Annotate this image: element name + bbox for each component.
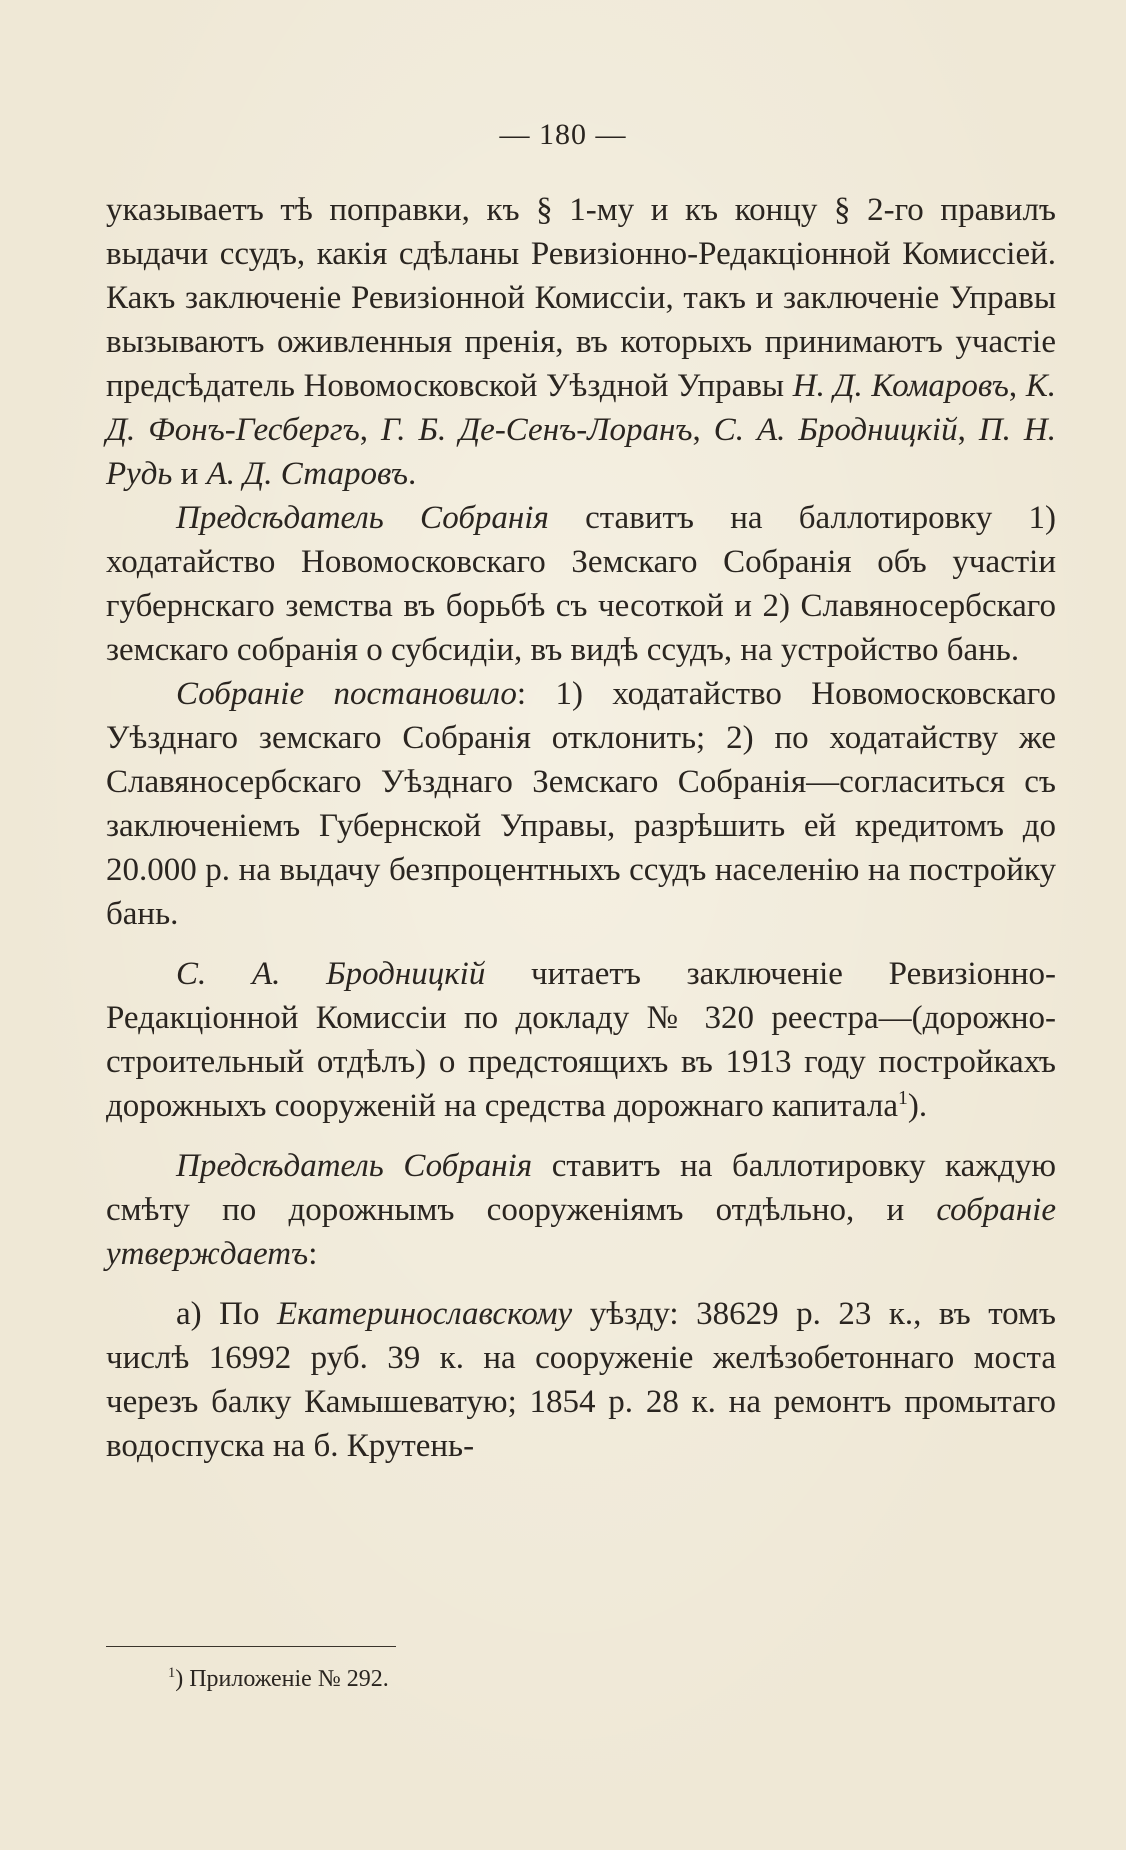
speaker-name: С. А. Бродницкій — [176, 956, 486, 992]
footnote-mark: 1 — [168, 1665, 176, 1681]
footnote-divider — [106, 1646, 396, 1647]
speaker-name: Г. Б. Де-Сенъ-Лоранъ — [380, 412, 693, 448]
paragraph-text: : 1) ходатайство Новомосковскаго Уѣзднаго земскаго Собранія отклонить; 2) по ходатайству же Славяносербскаго Уѣзднаго Земскаго Собранія—согласиться съ заключеніемъ Губернской Управы, разрѣшить ей кредитомъ до 20.000 р. на выдачу безпроцентныхъ ссудъ населенію на постройку бань. — [106, 676, 1056, 932]
paragraph-ballot-petitions — [106, 496, 1056, 672]
paragraph-tail: ). — [907, 1088, 928, 1124]
paragraph-resolution — [106, 672, 1056, 936]
footnote-text: ) Приложеніе № 292. — [175, 1666, 389, 1692]
paragraph-district-estimate — [106, 1292, 1056, 1468]
speaker-name: Н. Д. Комаровъ — [792, 368, 1009, 404]
item-prefix: а) По — [176, 1296, 277, 1332]
paragraph-tail: : — [308, 1236, 318, 1272]
page-number: — 180 — — [499, 118, 627, 151]
paragraph-debate: указываетъ тѣ поправки, къ § 1-му и къ концу § 2-го правилъ выдачи ссудъ, какія сдѣланы Ревизіонно-Редакціонной Комиссіей. Какъ заключеніе Ревизіонной Комиссіи, такъ и заключеніе Управы вызываютъ оживленныя пренія, въ которыхъ принимаютъ участіе предсѣдатель Новомосковской Уѣздной Управы Н. Д. Комаровъ, К. Д. Фонъ-Гесбергъ, Г. Б. Де-Сенъ-Лоранъ, С. А. Бродницкій, П. Н. Рудь и А. Д. Старовъ. — [106, 192, 1057, 492]
footnote-ref: 1 — [897, 1087, 908, 1109]
speaker-name: П. Н. Рудь — [106, 412, 1056, 492]
paragraph-text: указываетъ тѣ поправки, къ § 1-му и къ концу § 2-го правилъ выдачи ссудъ, какія сдѣланы Ревизіонно-Редакціонной Комиссіей. Какъ заключеніе Ревизіонной Комиссіи, такъ и заключеніе Управы вызываютъ оживленныя пренія, въ которыхъ принимаютъ участіе предсѣдатель Новомосковской Уѣздной Управы — [106, 192, 1056, 404]
paragraph-text: читаетъ заключеніе Ревизіонно-Редакціонной Комиссіи по докладу № 320 реестра—(дорожно-строительный отдѣлъ) о предстоящихъ въ 1913 году постройкахъ дорожныхъ сооруженій на средства дорожнаго капитала — [106, 956, 1056, 1124]
paragraph-text: уѣзду: 38629 р. 23 к., въ томъ числѣ 16992 руб. 39 к. на сооруженіе желѣзобетоннаго моста черезъ балку Камышеватую; 1854 р. 28 к. на ремонтъ промытаго водоспуска на б. Крутень- — [106, 1296, 1056, 1464]
result-label: собраніе утверждаетъ — [106, 1192, 1056, 1272]
district-name: Екатеринославскому — [276, 1296, 573, 1332]
body-text — [106, 188, 1056, 1468]
chairman-label: Предсѣдатель Собранія — [176, 500, 549, 536]
footnote — [168, 1664, 389, 1694]
paragraph-text: ставитъ на баллотировку 1) ходатайство Новомосковскаго Земскаго Собранія объ участіи губернскаго земства въ борьбѣ съ чесоткой и 2) Славяносербскаго земскаго собранія о субсидіи, въ видѣ ссудъ, на устройство бань. — [106, 500, 1056, 668]
speaker-name: К. Д. Фонъ-Гесбергъ — [106, 368, 1057, 448]
speaker-name: С. А. Бродницкій — [713, 412, 958, 448]
paragraph-report — [106, 952, 1056, 1128]
paragraph-ballot-estimates — [106, 1144, 1056, 1276]
paragraph-text: ставитъ на баллотировку каждую смѣту по дорожнымъ сооруженіямъ отдѣльно, и — [106, 1148, 1056, 1228]
speaker-name: А. Д. Старовъ — [206, 456, 408, 492]
conjunction: и — [180, 456, 199, 492]
chairman-label: Предсѣдатель Собранія — [176, 1148, 533, 1184]
resolution-label: Собраніе постановило — [176, 676, 517, 712]
